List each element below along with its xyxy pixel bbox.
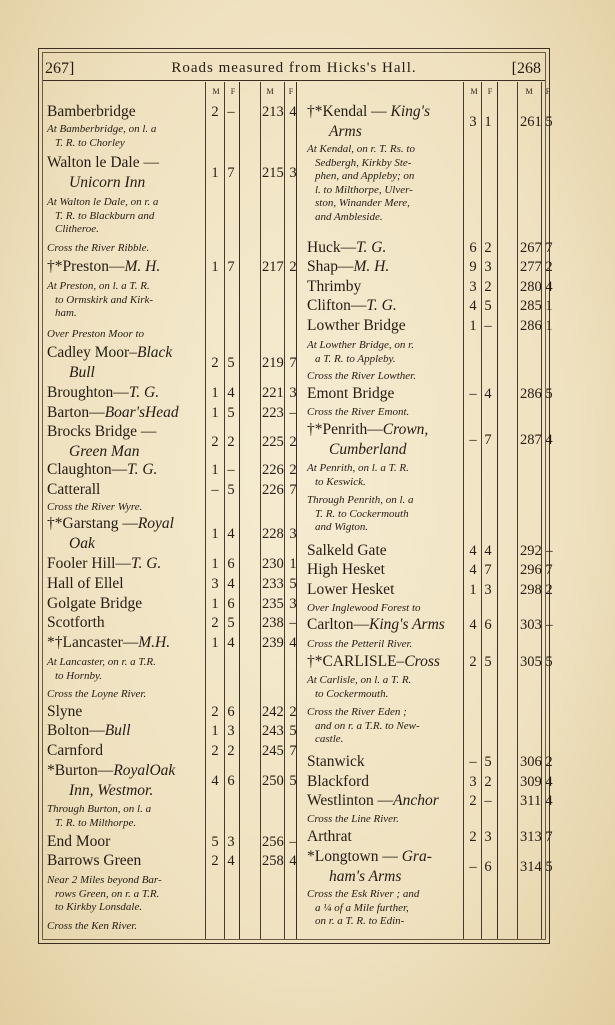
distance-dm: 286 (520, 386, 542, 402)
distance-df: 4 (289, 853, 297, 869)
distance-m: 2 (211, 853, 219, 869)
distance-m: 2 (211, 354, 219, 371)
note-line: a ¼ of a Mile further, (315, 901, 409, 914)
note-line: At Penrith, on l. a T. R. (307, 462, 409, 474)
distance-f: 6 (227, 704, 235, 720)
distance-m: 1 (211, 164, 219, 181)
note-line: ston, Winander Mere, (315, 197, 410, 209)
place-name: Hall of Ellel (47, 575, 124, 592)
distance-f: – (227, 104, 235, 120)
place-name: Bull (69, 363, 95, 381)
note-line: Cross the Loyne River. (47, 688, 147, 700)
distance-f: 2 (484, 240, 492, 256)
distance-dm: 230 (262, 556, 284, 572)
distance-m: 1 (211, 405, 219, 421)
distance-dm: 238 (262, 615, 284, 631)
place-name: †*Kendal — King's (307, 103, 431, 120)
distance-dm: 303 (520, 617, 542, 633)
column-header-f: F (288, 87, 294, 96)
distance-dm: 258 (262, 853, 284, 869)
note-line: T. R. to Blackburn and (55, 209, 155, 222)
distance-df: – (289, 405, 297, 421)
distance-m: 1 (211, 525, 219, 542)
distance-df: 7 (545, 562, 553, 578)
distance-m: – (469, 431, 477, 448)
note-line: Over Inglewood Forest to (307, 602, 421, 614)
distance-df: – (545, 617, 553, 633)
distance-df: 3 (289, 596, 297, 612)
note-line: and Ambleside. (315, 210, 383, 223)
place-name: Inn, Westmor. (69, 781, 154, 799)
place-name: Catterall (47, 481, 101, 498)
note-line: Cross the Ken River. (47, 920, 138, 932)
distance-df: 7 (545, 829, 553, 845)
distance-f: 2 (227, 743, 235, 759)
place-name: Stanwick (307, 753, 365, 770)
distance-f: 6 (227, 596, 235, 612)
distance-m: 1 (211, 723, 219, 739)
distance-df: 5 (545, 113, 553, 130)
distance-m: – (469, 754, 477, 770)
note-line: At Lancaster, on r. a T.R. (47, 656, 156, 668)
place-name: †*Preston—M. H. (47, 258, 161, 275)
distance-m: 9 (469, 259, 477, 275)
distance-dm: 256 (262, 834, 284, 850)
note-line: Cross the River Eden ; (307, 706, 407, 718)
note-line: Through Penrith, on l. a (307, 494, 414, 506)
distance-dm: 309 (520, 774, 542, 790)
note-line: to Kirkby Lonsdale. (55, 901, 143, 913)
place-name: Cumberland (329, 440, 407, 458)
distance-dm: 261 (520, 113, 542, 130)
distance-df: 3 (289, 525, 297, 542)
place-name: Broughton—T. G. (47, 384, 160, 401)
distance-f: 7 (484, 431, 492, 448)
note-line: l. to Milthorpe, Ulver- (315, 183, 413, 196)
distance-f: 6 (227, 556, 235, 572)
note-line: Over Preston Moor to (47, 328, 145, 340)
distance-f: 6 (484, 617, 492, 633)
place-name: Green Man (69, 442, 140, 460)
distance-f: 4 (484, 543, 492, 559)
place-name: *Longtown — Gra- (307, 848, 432, 865)
distance-f: 2 (227, 433, 235, 450)
distance-m: 3 (469, 279, 477, 295)
distance-dm: 250 (262, 772, 284, 789)
column-rule (463, 82, 464, 939)
place-name: †*Penrith—Crown, (307, 421, 429, 438)
distance-dm: 277 (520, 259, 542, 275)
column-rule (284, 82, 285, 939)
distance-m: 4 (469, 562, 477, 578)
place-name: Westlinton —Anchor (307, 792, 439, 809)
distance-dm: 280 (520, 279, 542, 295)
distance-f: 4 (227, 385, 235, 401)
distance-df: 1 (289, 556, 297, 572)
note-line: ham. (55, 307, 77, 319)
distance-dm: 298 (520, 582, 542, 598)
distance-dm: 285 (520, 298, 542, 314)
distance-dm: 221 (262, 385, 284, 401)
distance-f: 4 (227, 576, 235, 592)
place-name: †*Garstang —Royal (47, 515, 174, 532)
distance-m: 1 (211, 596, 219, 612)
place-name: Huck—T. G. (307, 239, 387, 256)
note-line: Cross the River Ribble. (47, 242, 150, 254)
column-rule (260, 82, 261, 939)
distance-m: 2 (469, 829, 477, 845)
distance-f: 5 (227, 405, 235, 421)
distance-df: – (545, 543, 553, 559)
column-rule (497, 82, 498, 939)
distance-df: 2 (289, 433, 297, 450)
distance-m: 3 (469, 774, 477, 790)
distance-f: 4 (227, 635, 235, 651)
note-line: Cross the Petteril River. (307, 638, 413, 650)
place-name: Scotforth (47, 614, 105, 631)
note-line: castle. (315, 733, 344, 745)
distance-df: 3 (289, 164, 297, 181)
distance-df: 5 (289, 576, 297, 592)
column-rule (239, 82, 240, 939)
place-name: Barton—Boar'sHead (47, 404, 179, 421)
distance-df: 5 (545, 858, 553, 875)
column-header-m: M (266, 87, 274, 96)
distance-dm: 314 (520, 858, 542, 875)
distance-df: 2 (289, 704, 297, 720)
distance-m: 2 (211, 743, 219, 759)
distance-df: 1 (545, 298, 553, 314)
distance-dm: 267 (520, 240, 542, 256)
column-header-f: F (230, 87, 236, 96)
distance-df: 2 (545, 582, 553, 598)
distance-f: 5 (227, 615, 235, 631)
distance-f: 5 (227, 482, 235, 498)
note-line: and on r. a T.R. to New- (315, 719, 420, 732)
distance-f: 4 (227, 525, 235, 542)
distance-df: 2 (545, 259, 553, 275)
note-line: Cross the Line River. (307, 813, 399, 825)
distance-f: 5 (484, 298, 492, 314)
distance-f: – (227, 462, 235, 478)
place-name: Lowther Bridge (307, 317, 406, 334)
distance-df: 4 (289, 104, 297, 120)
note-line: and Wigton. (315, 521, 369, 533)
distance-dm: 292 (520, 543, 542, 559)
page-number-right: [268 (511, 60, 541, 77)
distance-f: – (484, 793, 492, 809)
column-rule (224, 82, 225, 939)
distance-f: 1 (484, 113, 492, 130)
note-line: on r. a T. R. to Edin- (315, 915, 405, 927)
note-line: Through Burton, on l. a (47, 803, 152, 815)
page-frame (38, 48, 553, 944)
distance-m: 1 (469, 318, 477, 334)
place-name: Barrows Green (47, 852, 142, 869)
column-rule (205, 82, 206, 939)
place-name: Walton le Dale — (47, 154, 159, 171)
page-title: Roads measured from Hicks's Hall. (171, 60, 417, 76)
note-line: Sedbergh, Kirkby Ste- (315, 156, 412, 169)
place-name: Blackford (307, 773, 369, 790)
distance-df: 5 (289, 772, 297, 789)
place-name: *†Lancaster—M.H. (47, 634, 171, 651)
distance-f: 5 (484, 654, 492, 670)
distance-m: 3 (211, 576, 219, 592)
note-line: Cross the River Wyre. (47, 501, 143, 513)
column-rule (481, 82, 482, 939)
distance-m: 2 (211, 104, 219, 120)
distance-m: 2 (211, 433, 219, 450)
distance-f: 7 (227, 259, 235, 275)
distance-dm: 311 (520, 793, 542, 809)
place-name: End Moor (47, 833, 111, 850)
place-name: Clifton—T. G. (307, 297, 397, 314)
note-line: rows Green, on r. a T.R. (55, 887, 160, 900)
page-header (39, 54, 549, 80)
distance-f: 3 (227, 723, 235, 739)
place-name: Bolton—Bull (47, 722, 131, 739)
place-name: Shap—M. H. (307, 258, 390, 275)
place-name: Fooler Hill—T. G. (47, 555, 162, 572)
note-line: Cross the Esk River ; and (307, 888, 420, 900)
distance-dm: 242 (262, 704, 284, 720)
distance-dm: 235 (262, 596, 284, 612)
distance-f: 6 (227, 772, 235, 789)
distance-dm: 217 (262, 259, 284, 275)
distance-m: 1 (211, 462, 219, 478)
distance-m: 1 (211, 556, 219, 572)
note-line: At Walton le Dale, on r. a (47, 196, 159, 208)
header-rule (43, 80, 545, 81)
distance-dm: 239 (262, 635, 284, 651)
note-line: Cross the River Lowther. (307, 370, 416, 382)
distance-df: 1 (545, 318, 553, 334)
distance-f: 5 (227, 354, 235, 371)
note-line: At Preston, on l. a T. R. (47, 280, 150, 292)
distance-f: 3 (484, 582, 492, 598)
place-name: Claughton—T. G. (47, 461, 158, 478)
distance-dm: 286 (520, 318, 542, 334)
distance-f: 7 (227, 164, 235, 181)
place-name: Emont Bridge (307, 385, 395, 402)
place-name: Bamberbridge (47, 103, 136, 120)
note-line: T. R. to Chorley (55, 136, 125, 149)
place-name: Carlton—King's Arms (307, 616, 445, 633)
distance-df: 7 (289, 743, 297, 759)
note-line: Clitheroe. (55, 223, 99, 235)
distance-df: 5 (545, 386, 553, 402)
distance-dm: 228 (262, 525, 284, 542)
distance-dm: 296 (520, 562, 542, 578)
distance-f: – (484, 318, 492, 334)
note-line: a T. R. to Appleby. (315, 352, 396, 365)
distance-m: 1 (211, 259, 219, 275)
distance-f: 4 (484, 386, 492, 402)
note-line: T. R. to Cockermouth (315, 507, 409, 520)
distance-dm: 243 (262, 723, 284, 739)
distance-f: 6 (484, 858, 492, 875)
distance-dm: 213 (262, 104, 284, 120)
distance-m: 1 (211, 635, 219, 651)
place-name: Arthrat (307, 828, 352, 845)
distance-df: 2 (545, 754, 553, 770)
place-name: Cadley Moor–Black (47, 344, 173, 361)
distance-dm: 306 (520, 754, 542, 770)
place-name: ham's Arms (329, 867, 402, 885)
place-name: *Burton—RoyalOak (47, 762, 176, 779)
note-line: Cross the River Emont. (307, 406, 410, 418)
distance-m: 2 (469, 793, 477, 809)
distance-m: – (211, 482, 219, 498)
distance-df: – (289, 615, 297, 631)
distance-m: 2 (211, 704, 219, 720)
distance-dm: 219 (262, 354, 284, 371)
note-line: to Cockermouth. (315, 687, 389, 700)
place-name: Salkeld Gate (307, 542, 387, 559)
distance-dm: 305 (520, 654, 542, 670)
note-line: phen, and Appleby; on (315, 170, 415, 182)
distance-df: 4 (289, 635, 297, 651)
place-name: Slyne (47, 703, 83, 720)
note-line: to Keswick. (315, 475, 366, 488)
distance-df: 7 (545, 240, 553, 256)
column-header-m: M (470, 87, 478, 96)
distance-df: 5 (545, 654, 553, 670)
place-name: Golgate Bridge (47, 595, 143, 612)
distance-df: 4 (545, 774, 553, 790)
distance-df: 5 (289, 723, 297, 739)
place-name: Lower Hesket (307, 581, 395, 598)
distance-m: 5 (211, 834, 219, 850)
distance-f: 5 (484, 754, 492, 770)
distance-f: 7 (484, 562, 492, 578)
distance-df: 2 (289, 259, 297, 275)
place-name: †*CARLISLE–Cross (307, 653, 440, 670)
column-rule (541, 82, 542, 939)
note-line: to Hornby. (55, 669, 103, 682)
note-line: At Kendal, on r. T. Rs. to (307, 143, 415, 155)
place-name: High Hesket (307, 561, 385, 578)
column-header-m: M (525, 87, 533, 96)
note-line: T. R. to Milthorpe. (55, 816, 137, 829)
distance-df: 3 (289, 385, 297, 401)
distance-dm: 287 (520, 431, 542, 448)
distance-df: 7 (289, 354, 297, 371)
place-name: Brocks Bridge — (47, 423, 157, 440)
column-header-m: M (212, 87, 220, 96)
distance-f: 4 (227, 853, 235, 869)
distance-dm: 223 (262, 405, 284, 421)
page-number-left: 267] (45, 60, 75, 77)
place-name: Oak (69, 534, 95, 552)
distance-m: 2 (469, 654, 477, 670)
distance-m: 6 (469, 240, 477, 256)
column-header-f: F (545, 87, 551, 96)
distance-m: – (469, 386, 477, 402)
distance-m: 3 (469, 113, 477, 130)
distance-m: 4 (469, 298, 477, 314)
distance-f: 2 (484, 279, 492, 295)
distance-df: 2 (289, 462, 297, 478)
distance-f: 2 (484, 774, 492, 790)
distance-dm: 215 (262, 164, 284, 181)
distance-m: 4 (469, 543, 477, 559)
distance-m: 2 (211, 615, 219, 631)
distance-m: – (469, 858, 477, 875)
distance-df: 4 (545, 279, 553, 295)
place-name: Unicorn Inn (69, 173, 146, 191)
distance-m: 4 (469, 617, 477, 633)
column-rule (517, 82, 518, 939)
distance-f: 3 (227, 834, 235, 850)
distance-f: 3 (484, 259, 492, 275)
distance-df: – (289, 834, 297, 850)
distance-m: 4 (211, 772, 219, 789)
distance-m: 1 (469, 582, 477, 598)
distance-df: 4 (545, 431, 553, 448)
place-name: Arms (329, 122, 362, 140)
distance-m: 1 (211, 385, 219, 401)
note-line: to Ormskirk and Kirk- (55, 293, 154, 306)
distance-dm: 313 (520, 829, 542, 845)
distance-df: 7 (289, 482, 297, 498)
distance-dm: 245 (262, 743, 284, 759)
distance-dm: 225 (262, 433, 284, 450)
distance-f: 3 (484, 829, 492, 845)
column-header-f: F (487, 87, 493, 96)
note-line: At Bamberbridge, on l. a (47, 123, 157, 135)
place-name: Carnford (47, 742, 103, 759)
distance-df: 4 (545, 793, 553, 809)
distance-dm: 226 (262, 462, 284, 478)
distance-dm: 233 (262, 576, 284, 592)
note-line: Near 2 Miles beyond Bar- (47, 874, 162, 886)
place-name: Thrimby (307, 278, 362, 295)
note-line: At Lowther Bridge, on r. (307, 339, 414, 351)
distance-dm: 226 (262, 482, 284, 498)
column-rule (296, 82, 297, 939)
note-line: At Carlisle, on l. a T. R. (307, 674, 412, 686)
